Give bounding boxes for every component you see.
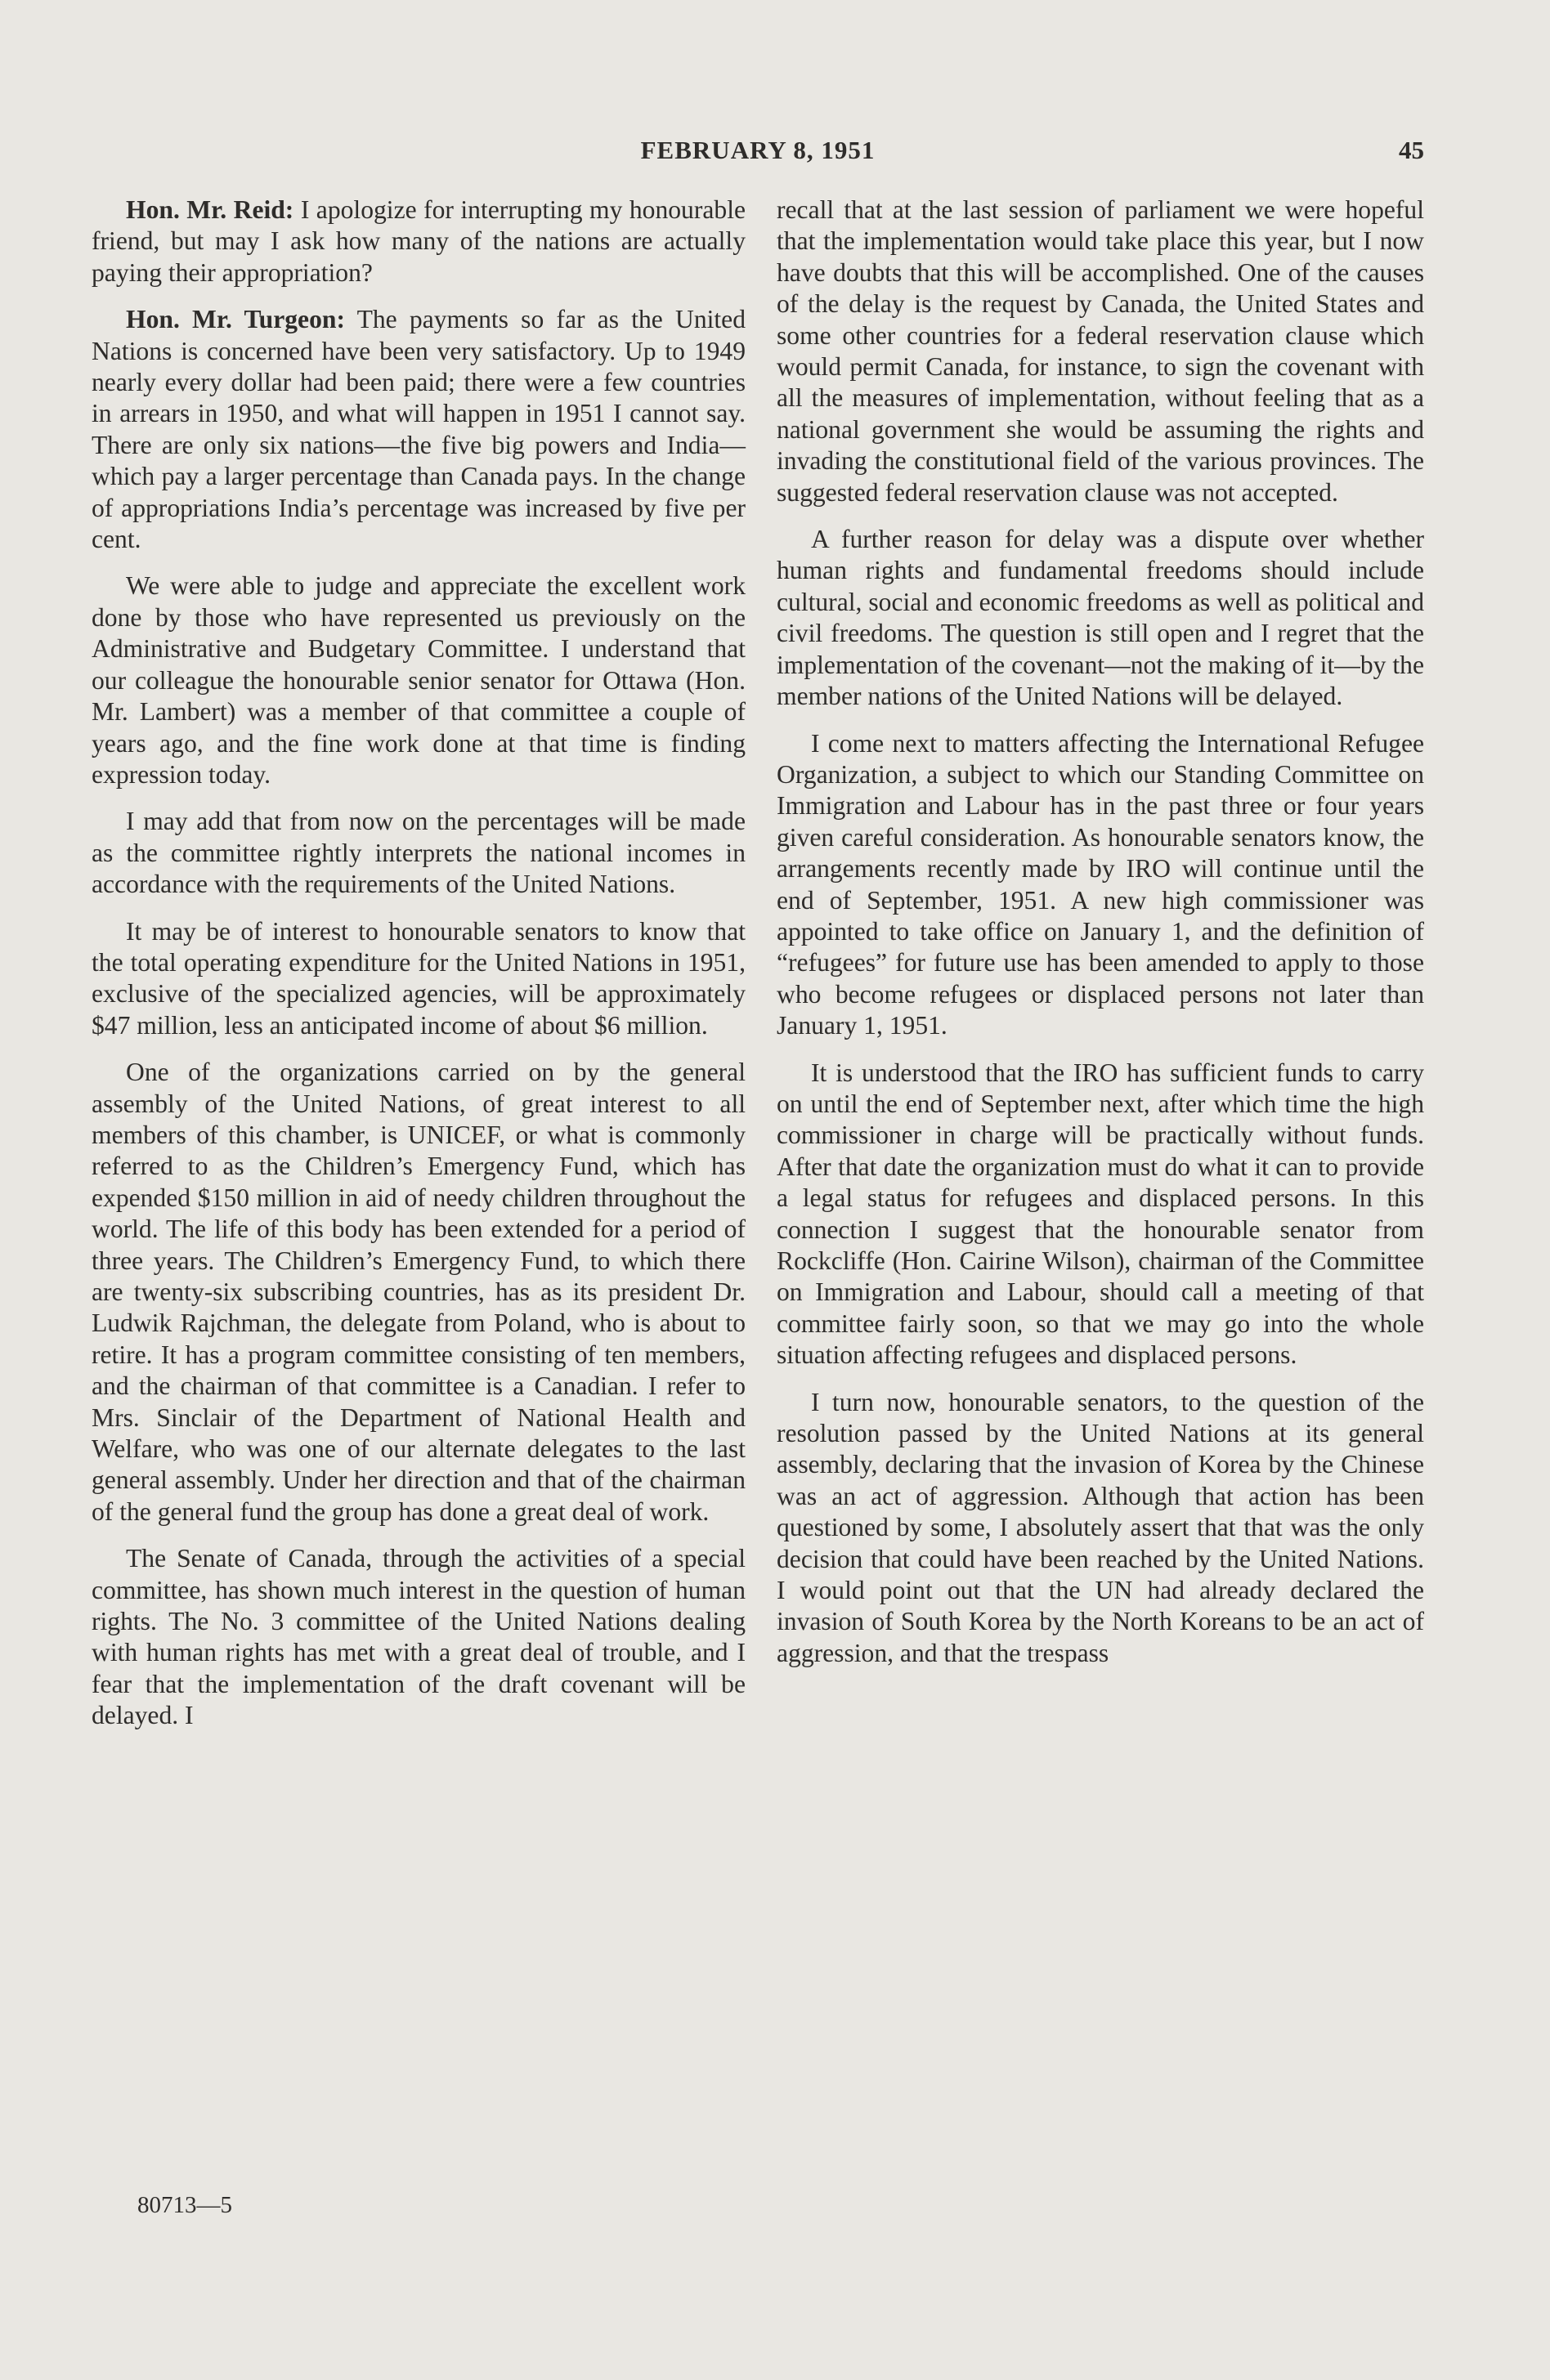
paragraph-reid	[92, 195, 746, 289]
paragraph: I turn now, honourable senators, to the question of the resolution passed by the United Nations at its general assembly, declaring that the invasion of Korea by the Chinese was an act of aggression. Although that action has been questioned by some, I absolutely assert that that was the only decision that could have been reached by the United Nations. I would point out that the UN had already declared the invasion of South Korea by the North Koreans to be an act of aggression, and that the trespass	[777, 1387, 1424, 1667]
left-column	[92, 195, 746, 1747]
paragraph: The Senate of Canada, through the activities of a special committee, has shown much interest in the question of human rights. The No. 3 committee of the United Nations dealing with human rights has met with a great deal of trouble, and I fear that the implementation of the draft covenant will be delayed. I	[92, 1544, 746, 1730]
right-column	[777, 195, 1424, 1684]
page-number: 45	[1399, 136, 1424, 164]
running-head-date: FEBRUARY 8, 1951	[640, 136, 876, 164]
paragraph: It is understood that the IRO has sufficient funds to carry on until the end of September next, after which time the high commissioner in charge will be practically without funds. After that date the organization must do what it can to provide a legal status for refugees and displaced persons. In this connection I suggest that the honourable senator from Rockcliffe (Hon. Cairine Wilson), chairman of the Committee on Immigration and Labour, should call a meeting of that committee fairly soon, so that we may go into the whole situation affecting refugees and displaced persons.	[777, 1058, 1424, 1370]
paragraph-turgeon	[92, 304, 746, 555]
paragraph-continued: recall that at the last session of parliament we were hopeful that the implementation would take place this year, but I now have doubts that this will be accomplished. One of the causes of the delay is the request by Canada, the United States and some other countries for a federal reservation clause which would permit Canada, for instance, to sign the covenant with all the measures of implementation, without feeling that as a national government she would be assuming the rights and invading the constitutional field of the various provinces. The suggested federal reservation clause was not accepted.	[777, 195, 1424, 507]
paragraph: I come next to matters affecting the International Refugee Organization, a subject to which our Standing Committee on Immigration and Labour has in the past three or four years given careful consideration. As honourable senators know, the arrangements recently made by IRO will continue until the end of September, 1951. A new high commissioner was appointed to take office on January 1, and the definition of “refugees” for future use has been amended to apply to those who become refugees or displaced persons not later than January 1, 1951.	[777, 728, 1424, 1040]
speech-text: I apologize for interrupting my honourable friend, but may I ask how many of the nations are actually paying their appropriation?	[92, 195, 746, 287]
paragraph: It may be of interest to honourable senators to know that the total operating expenditure for the United Nations in 1951, exclusive of the specialized agencies, will be approximately $47 million, less an anticipated income of about $6 million.	[92, 916, 746, 1040]
speaker-name: Hon. Mr. Turgeon:	[126, 305, 345, 334]
paragraph: I may add that from now on the percentages will be made as the committee rightly interprets the national incomes in accordance with the requirements of the United Nations.	[92, 807, 746, 899]
paragraph: One of the organizations carried on by the general assembly of the United Nations, of great interest to all members of this chamber, is UNICEF, or what is commonly referred to as the Children’s Emergency Fund, which has expended $150 million in aid of needy children throughout the world. The life of this body has been extended for a period of three years. The Children’s Emergency Fund, to which there are twenty-six subscribing countries, has as its president Dr. Ludwik Rajchman, the delegate from Poland, who is about to retire. It has a program committee consisting of ten members, and the chairman of that committee is a Canadian. I refer to Mrs. Sinclair of the Department of National Health and Welfare, who was one of our alternate delegates to the last general assembly. Under her direction and that of the chairman of the general fund the group has done a great deal of work.	[92, 1058, 746, 1526]
page-header	[92, 136, 1424, 177]
paragraph: We were able to judge and appreciate the excellent work done by those who have represented us previously on the Administrative and Budgetary Committee. I understand that our colleague the honourable senior senator for Ottawa (Hon. Mr. Lambert) was a member of that committee a couple of years ago, and the fine work done at that time is finding expression today.	[92, 571, 746, 789]
paragraph: A further reason for delay was a dispute over whether human rights and fundamental freedoms should include cultural, social and economic freedoms as well as political and civil freedoms. The question is still open and I regret that the implementation of the covenant—not the making of it—by the member nations of the United Nations will be delayed.	[777, 525, 1424, 711]
signature-mark: 80713—5	[137, 2192, 232, 2218]
speech-text: The payments so far as the United Nations is concerned have been very satisfactory. Up to 1949 nearly every dollar had been paid; there were a few countries in arrears in 1950, and what will happen in 1951 I cannot say. There are only six nations—the five big powers and India—which pay a larger percentage than Canada pays. In the change of appropriations India’s percentage was increased by five per cent.	[92, 305, 746, 554]
speaker-name: Hon. Mr. Reid:	[126, 195, 294, 224]
